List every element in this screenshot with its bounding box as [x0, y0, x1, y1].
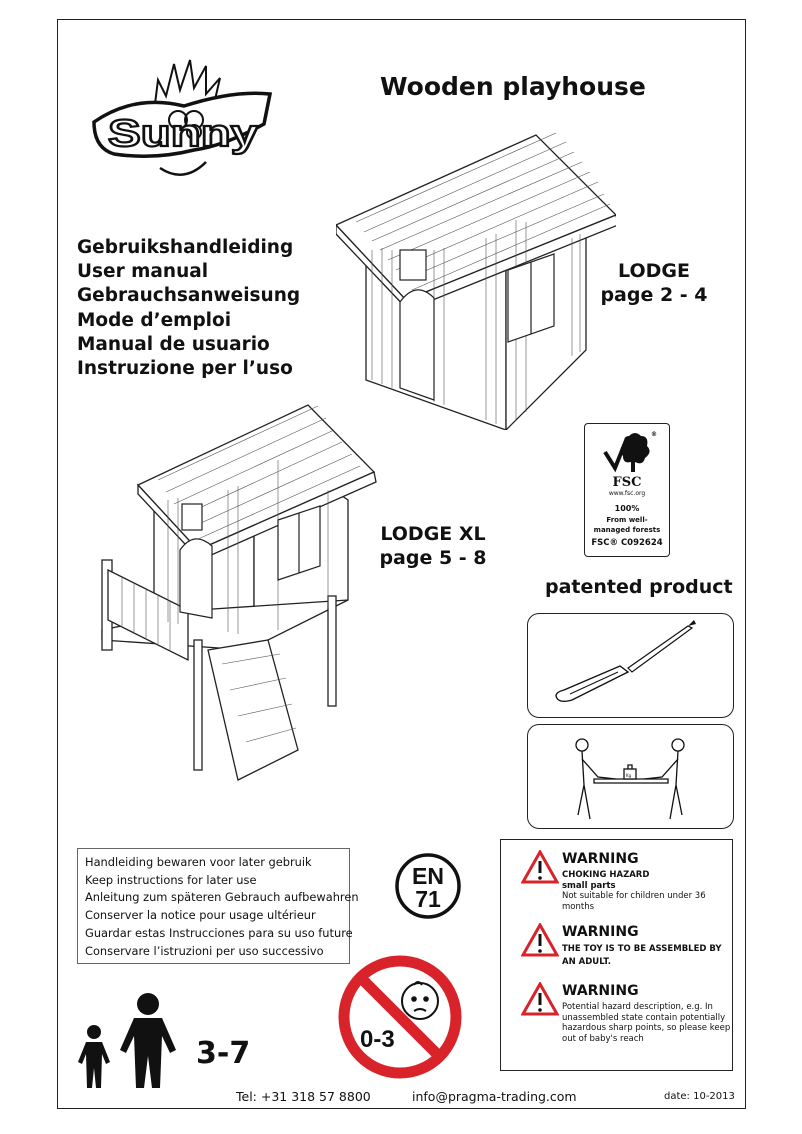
keep-instructions-it: Conservare l’istruzioni per uso successivo	[85, 943, 324, 958]
manual-title-en: User manual	[77, 261, 209, 283]
lodge-xl-illustration	[98, 400, 378, 790]
logo-text: Sunny	[108, 113, 258, 155]
warning-sharp-title: WARNING	[562, 983, 639, 999]
en71-line2: 71	[415, 886, 441, 912]
fsc-name: FSC	[612, 475, 642, 490]
warning-choking-line3: Not suitable for children under 36 months	[562, 891, 706, 912]
keep-instructions-es: Guardar estas Instrucciones para su uso future	[85, 925, 353, 940]
model-lodge-xl-pages: page 5 - 8	[379, 547, 487, 569]
fsc-managed: managed forests	[593, 526, 661, 534]
warning-adult-line1: THE TOY IS TO BE ASSEMBLED BY AN ADULT.	[562, 944, 722, 967]
en71-line1: EN	[412, 863, 444, 889]
fsc-code: FSC® C092624	[591, 538, 663, 548]
warning-choking-line1: CHOKING HAZARD	[562, 870, 650, 880]
manual-title-es: Manual de usuario	[77, 333, 270, 355]
fsc-from: From well-	[606, 516, 648, 524]
en71-seal	[394, 852, 462, 920]
manual-title-de: Gebrauchsanweisung	[77, 285, 301, 307]
fsc-label	[584, 423, 670, 557]
footer-date: date: 10-2013	[664, 1091, 735, 1102]
weight-kg-label: Kg	[626, 773, 632, 778]
keep-instructions-nl: Handleiding bewaren voor later gebruik	[85, 855, 312, 869]
warning-sharp-line1: Potential hazard description, e.g. In unassembled state contain potentially hazardous sharp points, so please keep out of baby's reach	[562, 1002, 731, 1044]
manual-title-nl: Gebruikshandleiding	[77, 237, 294, 258]
warning-triangle-icon	[521, 923, 559, 957]
warning-choking-line2: small parts	[562, 880, 616, 891]
fsc-registered-mark: ®	[651, 431, 657, 438]
keep-instructions-de: Anleitung zum späteren Gebrauch aufbewahren	[85, 890, 359, 905]
fsc-tree-icon	[597, 428, 657, 476]
keep-instructions-fr: Conserver la notice pour usage ultérieur	[85, 908, 316, 923]
fsc-percent: 100%	[614, 504, 640, 513]
page-title: Wooden playhouse	[380, 72, 646, 101]
age-range: 3-7	[196, 1036, 251, 1071]
warnings-box	[500, 839, 733, 1071]
manual-title-it: Instruzione per l’uso	[77, 358, 293, 380]
keep-instructions-en: Keep instructions for later use	[85, 872, 257, 887]
two-person-lift-box	[527, 724, 734, 829]
model-lodge-pages: page 2 - 4	[600, 284, 708, 306]
warning-choking-title: WARNING	[562, 851, 639, 867]
age-0-3-label: 0-3	[360, 1026, 395, 1053]
footer-telephone: Tel: +31 318 57 8800	[236, 1089, 371, 1104]
model-lodge-xl-name: LODGE XL	[380, 523, 486, 545]
sunny-logo	[74, 50, 284, 190]
model-lodge	[592, 259, 716, 307]
model-lodge-name: LODGE	[618, 260, 690, 282]
footer-email[interactable]: info@pragma-trading.com	[412, 1089, 577, 1104]
patented-product: patented product	[545, 576, 733, 598]
warning-adult-title: WARNING	[562, 924, 639, 940]
tool-needed-box	[527, 613, 734, 718]
manual-title-fr: Mode d’emploi	[77, 309, 232, 331]
keep-instructions-box	[77, 848, 359, 964]
lodge-house-illustration	[336, 130, 616, 430]
two-person-lift-icon	[528, 725, 735, 830]
warning-triangle-icon	[521, 850, 559, 884]
warning-triangle-icon	[521, 982, 559, 1016]
child-figures-icon	[72, 992, 192, 1090]
not-suitable-0-3-sign	[336, 953, 464, 1081]
screwdriver-icon	[528, 614, 735, 719]
model-lodge-xl	[360, 522, 506, 570]
fsc-url: www.fsc.org	[608, 490, 646, 497]
manual-title-list	[77, 236, 300, 381]
